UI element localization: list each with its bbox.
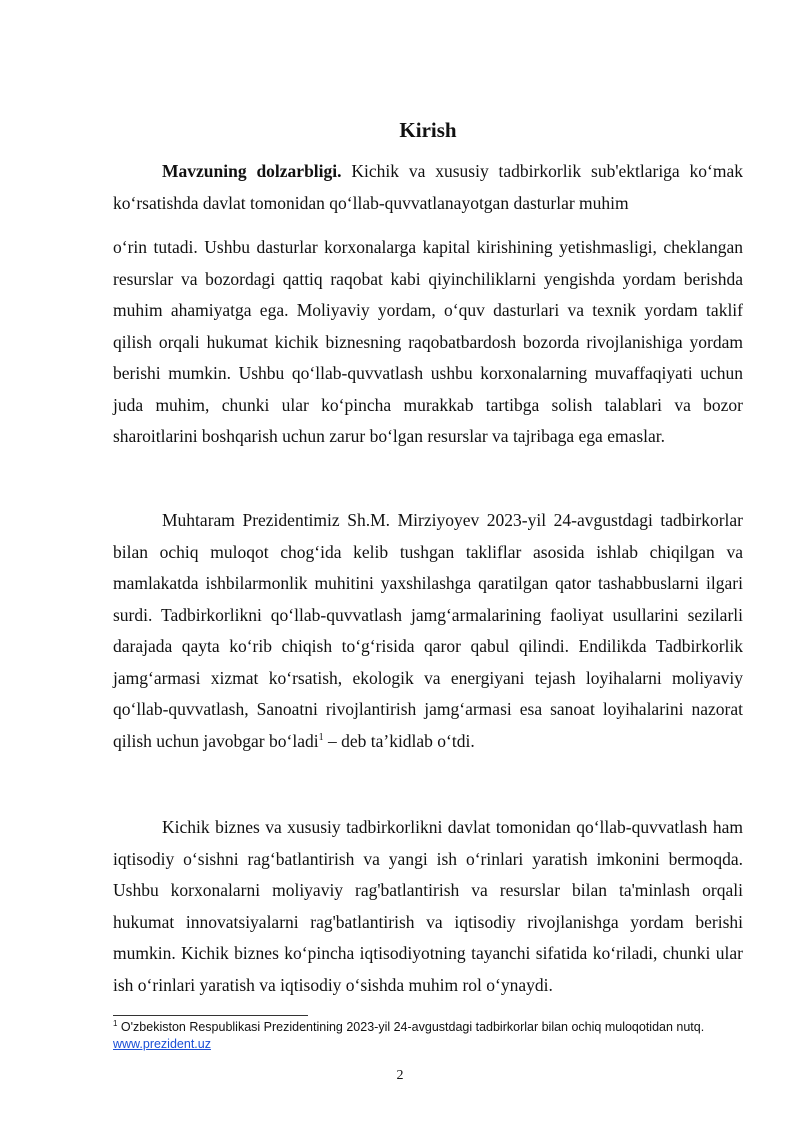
paragraph-president-text: Muhtaram Prezidentimiz Sh.M. Mirziyoyev 2023-yil 24-avgustdagi tadbirkorlar bilan ochiq muloqot chogʻida kelib tushgan takliflar asosida ishlab chiqilgan va mamlakatda ishbilarmonlik muhitini yaxshilashga qaratilgan qator tashabbuslarni ilgari surdi. Tadbirkorlikni qoʻllab-quvvatlash jamgʻarmalarining faoliyat usullarini sezilarli darajada qayta koʻrib chiqish toʻgʻrisida qaror qabul qilindi. Endilikda Tadbirkorlik jamgʻarmasi xizmat koʻrsatish, ekologik va energiyani tejash loyihalarni moliyaviy qoʻllab-quvvatlash, Sanoatni rivojlantirish jamgʻarmasi esa sanoat loyihalarini nazorat qilish uchun javobgar boʻladi <box>113 510 743 751</box>
footnote-separator <box>113 1015 308 1016</box>
section-title: Kirish <box>399 118 457 142</box>
paragraph-small-business: Kichik biznes va xususiy tadbirkorlikni davlat tomonidan qoʻllab-quvvatlash ham iqtisodiy oʻsishni ragʻbatlantirish va yangi ish oʻrinlari yaratish imkonini bermoqda. Ushbu korxonalarni moliyaviy rag'batlantirish va resurslar bilan ta'minlash orqali hukumat innovatsiyalarni rag'batlantirish va iqtisodiy rivojlanishga yordam berishi mumkin. Kichik biznes koʻpincha iqtisodiyotning tayanchi sifatida koʻriladi, chunki ular ish oʻrinlari yaratish va iqtisodiy oʻsishda muhim rol oʻynaydi. <box>113 817 743 995</box>
paragraph-president-tail: – deb ta’kidlab oʻtdi. <box>323 730 475 751</box>
paragraph-lead-heading: Mavzuning dolzarbligi. <box>162 161 342 181</box>
paragraph-relevance <box>113 156 743 219</box>
footnote-reference[interactable]: 1 <box>318 731 324 743</box>
footnote <box>113 1019 753 1053</box>
page-number: 2 <box>396 1068 404 1083</box>
paragraph-president <box>113 505 743 757</box>
paragraph-relevance-text: Kichik va xususiy tadbirkorlik sub'ektlariga koʻmak koʻrsatishda davlat tomonidan qoʻllab-quvvatlanayotgan dasturlar muhim <box>113 161 744 213</box>
footnote-text: O'zbekiston Respublikasi Prezidentining 2023-yil 24-avgustdagi tadbirkorlar bilan ochiq muloqotidan nutq. <box>117 1020 705 1034</box>
footnote-link[interactable]: www.prezident.uz <box>113 1037 211 1051</box>
footnote-number: 1 <box>113 1018 118 1028</box>
paragraph-continuation: oʻrin tutadi. Ushbu dasturlar korxonalarga kapital kirishining yetishmasligi, cheklangan resurslar va bozordagi qattiq raqobat kabi qiyinchiliklarni yengishda yordam berishda muhim ahamiyatga ega. Moliyaviy yordam, oʻquv dasturlari va texnik yordam taklif qilish orqali hukumat kichik biznesning raqobatbardosh bozorda rivojlanishiga yordam berishi mumkin. Ushbu qoʻllab-quvvatlash ushbu korxonalarning muvaffaqiyati uchun juda muhim, chunki ular koʻpincha murakkab tartibga solish talablari va bozor sharoitlarini boshqarish uchun zarur boʻlgan resurslar va tajribaga ega emaslar. <box>113 237 743 446</box>
